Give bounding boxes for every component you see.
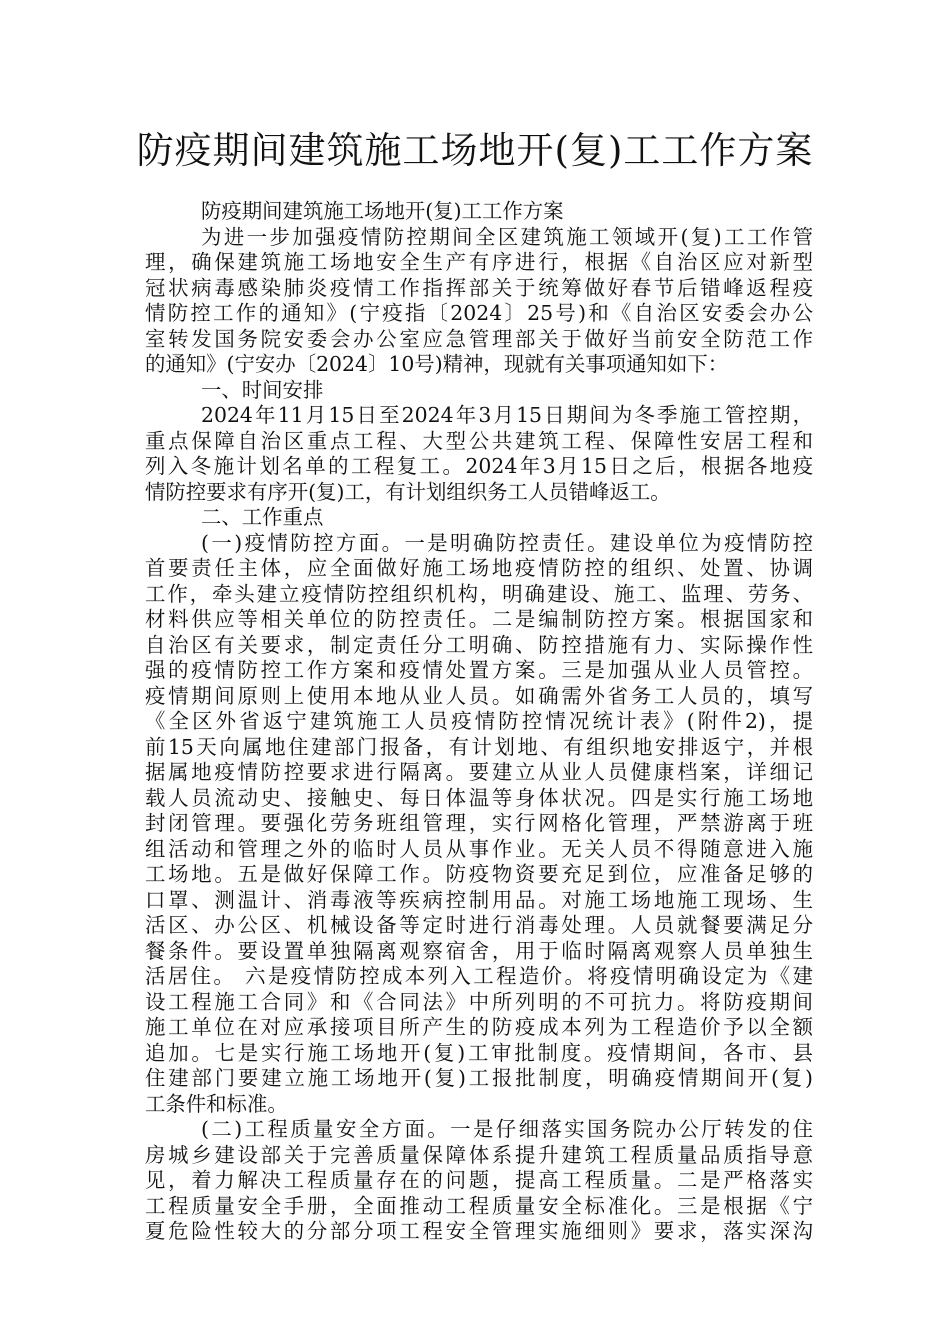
text-line: 见，着力解决工程质量存在的问题，提高工程质量。二是严格落实: [145, 1168, 813, 1192]
text-line: 前15天向属地住建部门报备，有计划地、有组织地安排返宁，并根: [145, 734, 813, 759]
text-line: 首要责任主体，应全面做好施工场地疫情防控的组织、处置、协调: [145, 556, 813, 580]
text-line: (二)工程质量安全方面。一是仔细落实国务院办公厅转发的住: [201, 1117, 813, 1141]
text-line: 的通知》(宁安办〔2024〕10号)精神，现就有关事项通知如下：: [145, 352, 729, 376]
text-line: 《全区外省返宁建筑施工人员疫情防控情况统计表》(附件2)，提: [145, 709, 813, 733]
document-title: 防疫期间建筑施工场地开(复)工工作方案: [136, 129, 814, 172]
text-line: 强的疫情防控工作方案和疫情处置方案。三是加强从业人员管控。: [145, 658, 813, 682]
text-line: 追加。七是实行施工场地开(复)工审批制度。疫情期间，各市、县: [145, 1040, 813, 1065]
text-line: 情防控要求有序开(复)工，有计划组织务工人员错峰返工。: [145, 479, 671, 504]
text-line: 夏危险性较大的分部分项工程安全管理实施细则》要求，落实深沟: [145, 1219, 813, 1243]
text-line: 重点保障自治区重点工程、大型公共建筑工程、保障性安居工程和: [145, 428, 813, 453]
document-body: [145, 199, 813, 1245]
text-line: 住建部门要建立施工场地开(复)工报批制度，明确疫情期间开(复): [145, 1066, 813, 1090]
text-line: 工场地。五是做好保障工作。防疫物资要充足到位，应准备足够的: [145, 862, 813, 886]
text-line: 组活动和管理之外的临时人员从事作业。无关人员不得随意进入施: [145, 836, 813, 861]
text-line: 列入冬施计划名单的工程复工。2024年3月15日之后，根据各地疫: [145, 454, 813, 478]
text-line: 设工程施工合同》和《合同法》中所列明的不可抗力。将防疫期间: [145, 989, 813, 1014]
text-line: 理，确保建筑施工场地安全生产有序进行，根据《自治区应对新型: [145, 250, 813, 274]
text-line: 疫情期间原则上使用本地从业人员。如确需外省务工人员的，填写: [145, 683, 813, 708]
text-line: 防疫期间建筑施工场地开(复)工工作方案: [201, 199, 564, 223]
text-line: 冠状病毒感染肺炎疫情工作指挥部关于统筹做好春节后错峰返程疫: [145, 275, 813, 300]
text-line: 施工单位在对应承接项目所产生的防疫成本列为工程造价予以全额: [145, 1015, 813, 1039]
text-line: (一)疫情防控方面。一是明确防控责任。建设单位为疫情防控: [201, 530, 813, 555]
text-line: 口罩、测温计、消毒液等疾病控制用品。对施工场地施工现场、生: [145, 887, 813, 912]
text-line: 房城乡建设部关于完善质量保障体系提升建筑工程质量品质指导意: [145, 1142, 813, 1167]
text-line: 室转发国务院安委会办公室应急管理部关于做好当前安全防范工作: [145, 326, 813, 351]
text-line: 工程质量安全手册，全面推动工程质量安全标准化。三是根据《宁: [145, 1193, 813, 1218]
text-line: 情防控工作的通知》(宁疫指〔2024〕25号)和《自治区安委会办公: [145, 301, 813, 325]
text-line: 自治区有关要求，制定责任分工明确、防控措施有力、实际操作性: [145, 632, 813, 657]
text-line: 活区、办公区、机械设备等定时进行消毒处理。人员就餐要满足分: [145, 913, 813, 937]
text-line: 活居住。 六是疫情防控成本列入工程造价。将疫情明确设定为《建: [145, 964, 813, 988]
text-line: 餐条件。要设置单独隔离观察宿舍，用于临时隔离观察人员单独生: [145, 938, 813, 963]
text-line: 工条件和标准。: [145, 1091, 288, 1116]
text-line: 据属地疫情防控要求进行隔离。要建立从业人员健康档案，详细记: [145, 760, 813, 784]
text-line: 工作，牵头建立疫情防控组织机构，明确建设、施工、监理、劳务、: [145, 581, 813, 606]
text-line: 材料供应等相关单位的防控责任。二是编制防控方案。根据国家和: [145, 607, 813, 631]
text-line: 2024年11月15日至2024年3月15日期间为冬季施工管控期，: [201, 403, 813, 427]
text-line: 二、工作重点: [201, 505, 324, 529]
text-line: 封闭管理。要强化劳务班组管理，实行网格化管理，严禁游离于班: [145, 811, 813, 835]
text-line: 为进一步加强疫情防控期间全区建筑施工领域开(复)工工作管: [201, 224, 813, 249]
text-line: 一、时间安排: [201, 377, 324, 402]
text-line: 载人员流动史、接触史、每日体温等身体状况。四是实行施工场地: [145, 785, 813, 810]
